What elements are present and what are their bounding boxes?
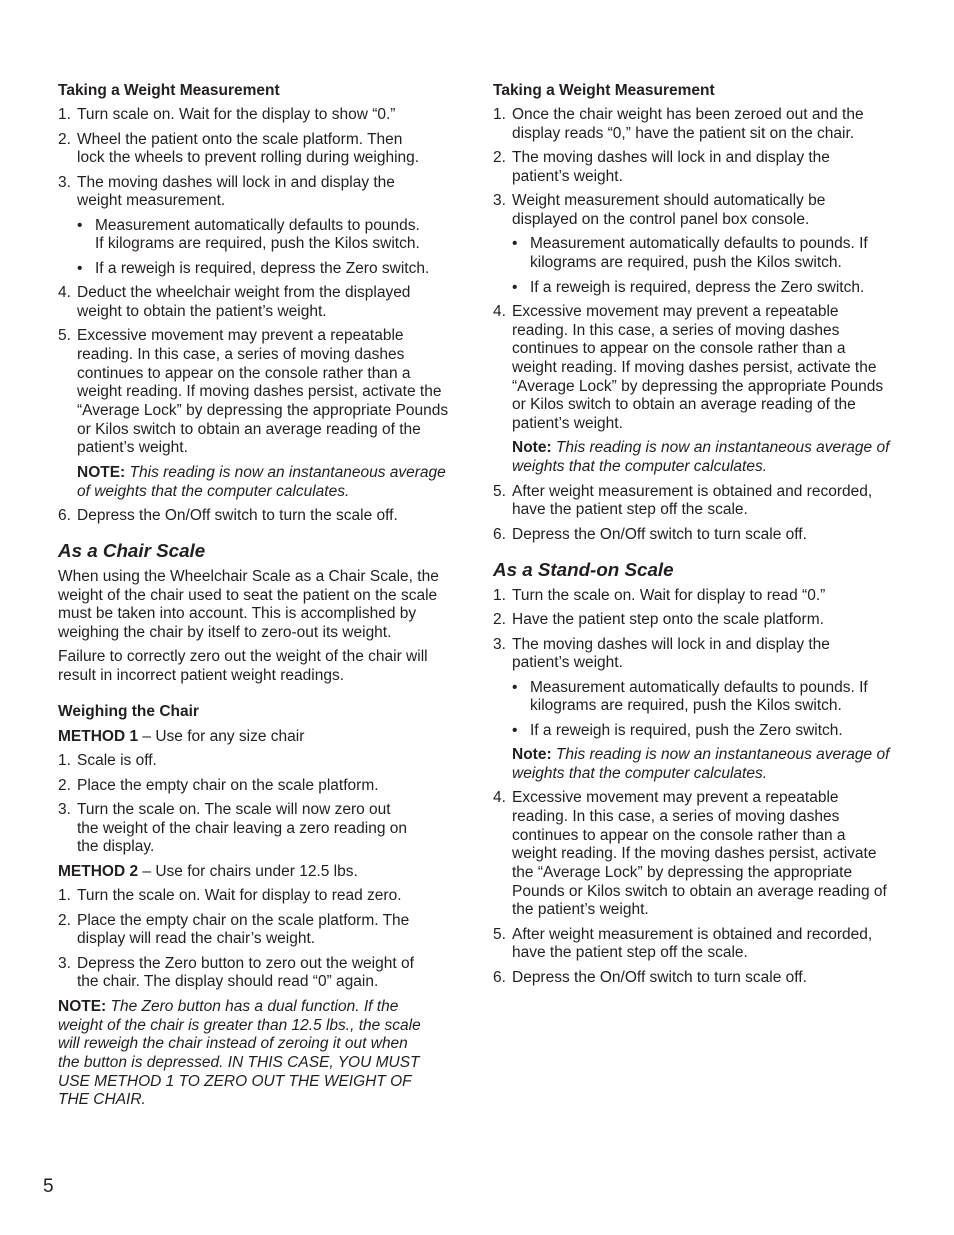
step-5: [58, 327, 468, 501]
step-text: Depress the On/Off switch to turn the scale off.: [77, 506, 398, 524]
section-heading-taking-weight: Taking a Weight Measurement: [493, 81, 715, 99]
step-text: Once the chair weight has been zeroed out and the display reads “0,” have the patient sit on the chair.: [512, 106, 864, 142]
step-text: Place the empty chair on the scale platform.: [77, 776, 379, 794]
method-label: METHOD 1: [58, 727, 139, 745]
stand-step-5: [493, 926, 913, 963]
note: [77, 464, 468, 501]
step-body: [512, 587, 913, 606]
stand-step-4: [493, 789, 913, 920]
step-text: Depress the On/Off switch to turn scale off.: [512, 525, 807, 543]
step-6: [493, 526, 913, 545]
step-body: [77, 106, 468, 125]
step-text: Wheel the patient onto the scale platform. Then lock the wheels to prevent rolling during weighing.: [77, 130, 420, 167]
method-label: METHOD 2: [58, 862, 139, 880]
step-body: [77, 131, 468, 168]
step-text: The moving dashes will lock in and display the weight measurement.: [77, 173, 395, 210]
page-number: 5: [43, 1176, 54, 1197]
method-2-step-3: [58, 955, 468, 992]
method-1-line: [58, 728, 468, 747]
zero-button-note: [58, 998, 468, 1110]
step-number: 6.: [58, 506, 71, 524]
step-text: After weight measurement is obtained and recorded, have the patient step off the scale.: [512, 925, 873, 962]
step-text: After weight measurement is obtained and recorded, have the patient step off the scale.: [512, 482, 873, 519]
step-6: [58, 507, 468, 526]
bullet-item: [77, 217, 468, 254]
step-2: [493, 149, 913, 186]
bullet-icon: [77, 217, 95, 254]
note-label: Note:: [512, 439, 552, 457]
section-heading-taking-weight: Taking a Weight Measurement: [58, 81, 280, 99]
stand-step-6: [493, 969, 913, 988]
method-text: – Use for chairs under 12.5 lbs.: [142, 862, 358, 880]
bullet-icon: [77, 260, 95, 279]
step-text: Turn the scale on. Wait for display to read zero.: [77, 887, 402, 905]
step-number: 3.: [58, 800, 71, 818]
bullet-icon: [512, 235, 530, 272]
left-column: [58, 82, 468, 1110]
step-4: [493, 303, 913, 477]
step-body: [512, 149, 913, 186]
method-text: – Use for any size chair: [142, 727, 305, 745]
bullet-icon: [512, 679, 530, 716]
note-text: This reading is now an instantaneous average of weights that the computer calculates.: [512, 746, 890, 782]
bullet-item: [512, 235, 913, 272]
step-number: 3.: [58, 954, 71, 972]
step-3: [493, 192, 913, 297]
step-number: 2.: [58, 130, 71, 148]
step-number: 2.: [58, 776, 71, 794]
step-number: 4.: [493, 789, 506, 807]
step-3: [58, 174, 468, 279]
step-number: 1.: [493, 586, 506, 604]
bullet-text: Measurement automatically defaults to pounds. If kilograms are required, push the Kilos switch.: [95, 216, 420, 253]
right-column: [493, 82, 913, 988]
step-text: Turn the scale on. The scale will now zero out the weight of the chair leaving a zero reading on the display.: [77, 800, 408, 856]
paragraph: Failure to correctly zero out the weight of the chair will result in incorrect patient weight readings.: [58, 648, 428, 685]
step-text: The moving dashes will lock in and display the patient’s weight.: [512, 149, 830, 185]
step-text: Turn scale on. Wait for the display to show “0.”: [77, 106, 396, 124]
step-body: [77, 777, 468, 796]
step-1: [493, 106, 913, 143]
note-text: This reading is now an instantaneous average of weights that the computer calculates.: [77, 463, 446, 500]
method-1-step-3: [58, 801, 468, 857]
method-2-step-1: [58, 887, 468, 906]
paragraph: When using the Wheelchair Scale as a Chair Scale, the weight of the chair used to seat the patient on the scale must be taken into account. This is accomplished by weighing the chair by itself to zero-out its weight.: [58, 567, 439, 641]
section-heading-stand-on-scale: As a Stand-on Scale: [493, 558, 674, 580]
step-number: 2.: [493, 611, 506, 629]
step-body: [512, 789, 913, 920]
bullet-item: [512, 679, 913, 716]
step-body: [77, 507, 468, 526]
step-number: 1.: [58, 752, 71, 770]
note-label: NOTE:: [77, 463, 126, 481]
step-text: Excessive movement may prevent a repeatable reading. In this case, a series of moving dashes continues to appear on the console rather than a weight reading. If the moving dashes persist, activate the “Average Lock” by depressing the appropriate Pounds or Kilos switch to obtain an average reading of the patient’s weight.: [512, 789, 887, 919]
bullet-item: [512, 279, 913, 298]
step-text: Deduct the wheelchair weight from the displayed weight to obtain the patient’s weight.: [77, 284, 411, 321]
note-text: This reading is now an instantaneous average of weights that the computer calculates.: [512, 439, 890, 476]
step-body: [77, 284, 468, 321]
step-body: [512, 926, 913, 963]
step-1: [58, 106, 468, 125]
step-text: Place the empty chair on the scale platform. The display will read the chair’s weight.: [77, 911, 410, 948]
step-body: [77, 327, 468, 501]
step-number: 6.: [493, 525, 506, 543]
step-text: Depress the Zero button to zero out the weight of the chair. The display should read “0” again.: [77, 954, 414, 991]
step-body: [77, 752, 468, 771]
bullet-text: Measurement automatically defaults to pounds. If kilograms are required, push the Kilos switch.: [530, 235, 868, 272]
bullet-item: [512, 722, 913, 741]
step-body: [512, 636, 913, 784]
step-text: Have the patient step onto the scale platform.: [512, 611, 824, 629]
stand-step-1: [493, 587, 913, 606]
step-body: [512, 611, 913, 630]
step-text: Excessive movement may prevent a repeatable reading. In this case, a series of moving dashes continues to appear on the console rather than a weight reading. If moving dashes persist, activate the “Average Lock” by depressing the appropriate Pounds or Kilos switch to obtain an average reading of the patient’s weight.: [77, 327, 449, 457]
note-text: The Zero button has a dual function. If the weight of the chair is greater than 12.5 lbs., the scale will reweigh the chair instead of zeroing it out when the button is depressed. IN THIS CASE, YOU MUST USE METHOD 1 TO ZERO OUT THE WEIGHT OF THE CHAIR.: [58, 997, 421, 1109]
step-4: [58, 284, 468, 321]
note-label: NOTE:: [58, 997, 107, 1015]
step-number: 1.: [58, 887, 71, 905]
bullet-text: If a reweigh is required, push the Zero switch.: [530, 721, 843, 739]
bullet-icon: [512, 722, 530, 741]
step-number: 5.: [58, 327, 71, 345]
step-number: 4.: [493, 303, 506, 321]
step-number: 1.: [58, 106, 71, 124]
note-label: Note:: [512, 746, 552, 764]
step-text: Turn the scale on. Wait for display to read “0.”: [512, 586, 826, 604]
step-body: [77, 887, 468, 906]
step-number: 1.: [493, 106, 506, 124]
method-1-step-2: [58, 777, 468, 796]
step-body: [512, 969, 913, 988]
step-number: 5.: [493, 925, 506, 943]
note: [512, 439, 913, 476]
step-body: [77, 912, 468, 949]
step-text: Weight measurement should automatically be displayed on the control panel box console.: [512, 192, 826, 229]
step-number: 6.: [493, 968, 506, 986]
section-heading-chair-scale: As a Chair Scale: [58, 540, 206, 562]
step-number: 2.: [58, 911, 71, 929]
step-body: [77, 174, 468, 279]
step-text: The moving dashes will lock in and display the patient’s weight.: [512, 635, 830, 672]
stand-step-2: [493, 611, 913, 630]
bullet-text: If a reweigh is required, depress the Zero switch.: [530, 278, 865, 296]
step-body: [512, 303, 913, 477]
step-number: 2.: [493, 149, 506, 167]
stand-step-3: [493, 636, 913, 784]
step-body: [512, 526, 913, 545]
step-number: 5.: [493, 482, 506, 500]
step-number: 4.: [58, 284, 71, 302]
method-1-step-1: [58, 752, 468, 771]
step-text: Scale is off.: [77, 752, 157, 770]
step-body: [77, 801, 468, 857]
step-number: 3.: [58, 173, 71, 191]
step-text: Excessive movement may prevent a repeatable reading. In this case, a series of moving dashes continues to appear on the console rather than a weight reading. If moving dashes persist, activate the “Average Lock” by depressing the appropriate Pounds or Kilos switch to obtain an average reading of the patient’s weight.: [512, 303, 884, 432]
bullet-item: [77, 260, 468, 279]
step-text: Depress the On/Off switch to turn scale off.: [512, 968, 807, 986]
step-number: 3.: [493, 192, 506, 210]
step-body: [512, 106, 913, 143]
note: [512, 746, 913, 783]
step-body: [512, 192, 913, 297]
subheading-weighing-chair: Weighing the Chair: [58, 703, 199, 721]
step-5: [493, 483, 913, 520]
step-number: 3.: [493, 635, 506, 653]
step-2: [58, 131, 468, 168]
step-body: [77, 955, 468, 992]
bullet-text: If a reweigh is required, depress the Zero switch.: [95, 259, 430, 277]
bullet-icon: [512, 279, 530, 298]
method-2-line: [58, 863, 468, 882]
bullet-text: Measurement automatically defaults to pounds. If kilograms are required, push the Kilos switch.: [530, 678, 868, 715]
step-body: [512, 483, 913, 520]
method-2-step-2: [58, 912, 468, 949]
